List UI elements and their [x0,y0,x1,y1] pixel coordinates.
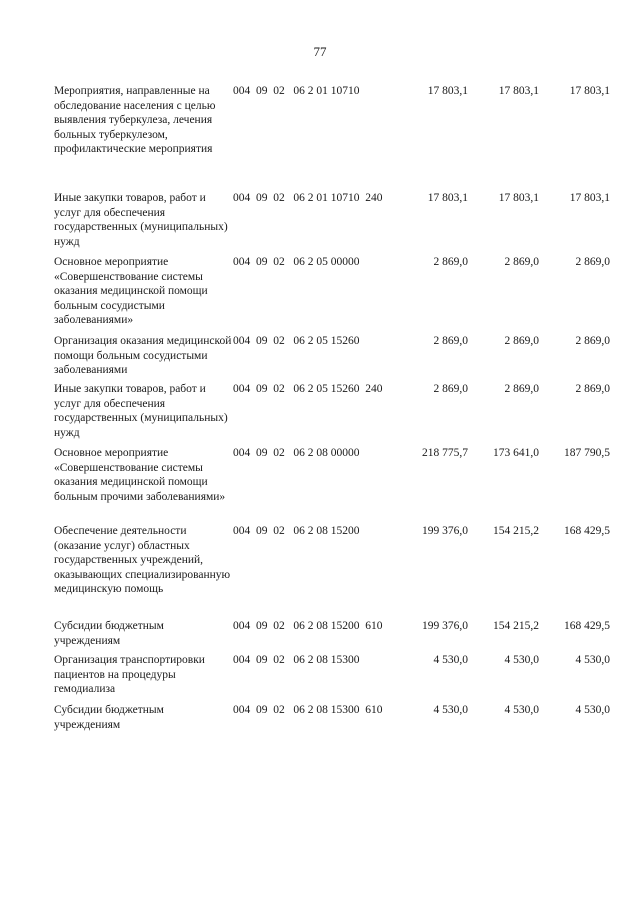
row-value-2: 17 803,1 [498,192,539,204]
row-description: Организация оказания медицинской помощи больным сосудистыми заболеваниями [54,335,232,376]
row-value-2: 2 869,0 [504,383,539,395]
row-description: Иные закупки товаров, работ и услуг для обеспечения государственных (муниципальных) нужд [54,192,228,248]
row-value-3: 187 790,5 [564,447,610,459]
row-value-3: 4 530,0 [575,704,610,716]
row-value-1: 199 376,0 [422,525,468,537]
row-value-1: 218 775,7 [422,447,468,459]
row-value-2: 154 215,2 [493,620,539,632]
row-description: Субсидии бюджетным учреждениям [54,704,164,731]
page-number: 77 [313,44,327,59]
row-description: Организация транспортировки пациентов на процедуры гемодиализа [54,654,205,695]
row-code: 004 09 02 06 2 01 10710 [233,85,360,97]
row-value-1: 17 803,1 [427,192,468,204]
row-value-2: 2 869,0 [504,256,539,268]
row-value-3: 17 803,1 [569,85,610,97]
row-value-1: 2 869,0 [433,383,468,395]
row-value-3: 17 803,1 [569,192,610,204]
row-code: 004 09 02 06 2 01 10710 240 [233,192,383,204]
row-code: 004 09 02 06 2 08 15200 610 [233,620,383,632]
row-value-3: 168 429,5 [564,525,610,537]
row-description: Иные закупки товаров, работ и услуг для обеспечения государственных (муниципальных) нужд [54,383,228,439]
row-code: 004 09 02 06 2 08 15300 [233,654,360,666]
row-value-3: 4 530,0 [575,654,610,666]
row-value-1: 4 530,0 [433,654,468,666]
row-description: Субсидии бюджетным учреждениям [54,620,164,647]
row-value-3: 2 869,0 [575,256,610,268]
row-value-1: 17 803,1 [427,85,468,97]
row-code: 004 09 02 06 2 05 00000 [233,256,360,268]
row-description: Основное мероприятие «Совершенствование системы оказания медицинской помощи больным сосудистыми заболеваниями» [54,256,208,326]
row-value-2: 4 530,0 [504,704,539,716]
row-code: 004 09 02 06 2 08 15200 [233,525,360,537]
row-value-3: 2 869,0 [575,335,610,347]
row-value-3: 2 869,0 [575,383,610,395]
row-code: 004 09 02 06 2 05 15260 [233,335,360,347]
row-description: Обеспечение деятельности (оказание услуг) областных государственных учреждений, оказывающих специализированную медицинскую помощь [54,525,231,595]
row-code: 004 09 02 06 2 05 15260 240 [233,383,383,395]
row-value-1: 2 869,0 [433,335,468,347]
row-value-2: 2 869,0 [504,335,539,347]
row-code: 004 09 02 06 2 08 15300 610 [233,704,383,716]
row-value-2: 17 803,1 [498,85,539,97]
row-value-2: 173 641,0 [493,447,539,459]
row-value-3: 168 429,5 [564,620,610,632]
row-value-2: 4 530,0 [504,654,539,666]
row-description: Мероприятия, направленные на обследование населения с целью выявления туберкулеза, лечения больных туберкулезом, профилактические мероприятия [54,85,216,155]
row-value-1: 2 869,0 [433,256,468,268]
row-code: 004 09 02 06 2 08 00000 [233,447,360,459]
row-value-1: 4 530,0 [433,704,468,716]
row-value-1: 199 376,0 [422,620,468,632]
row-description: Основное мероприятие «Совершенствование системы оказания медицинской помощи больным прочими заболеваниями» [54,447,226,503]
row-value-2: 154 215,2 [493,525,539,537]
